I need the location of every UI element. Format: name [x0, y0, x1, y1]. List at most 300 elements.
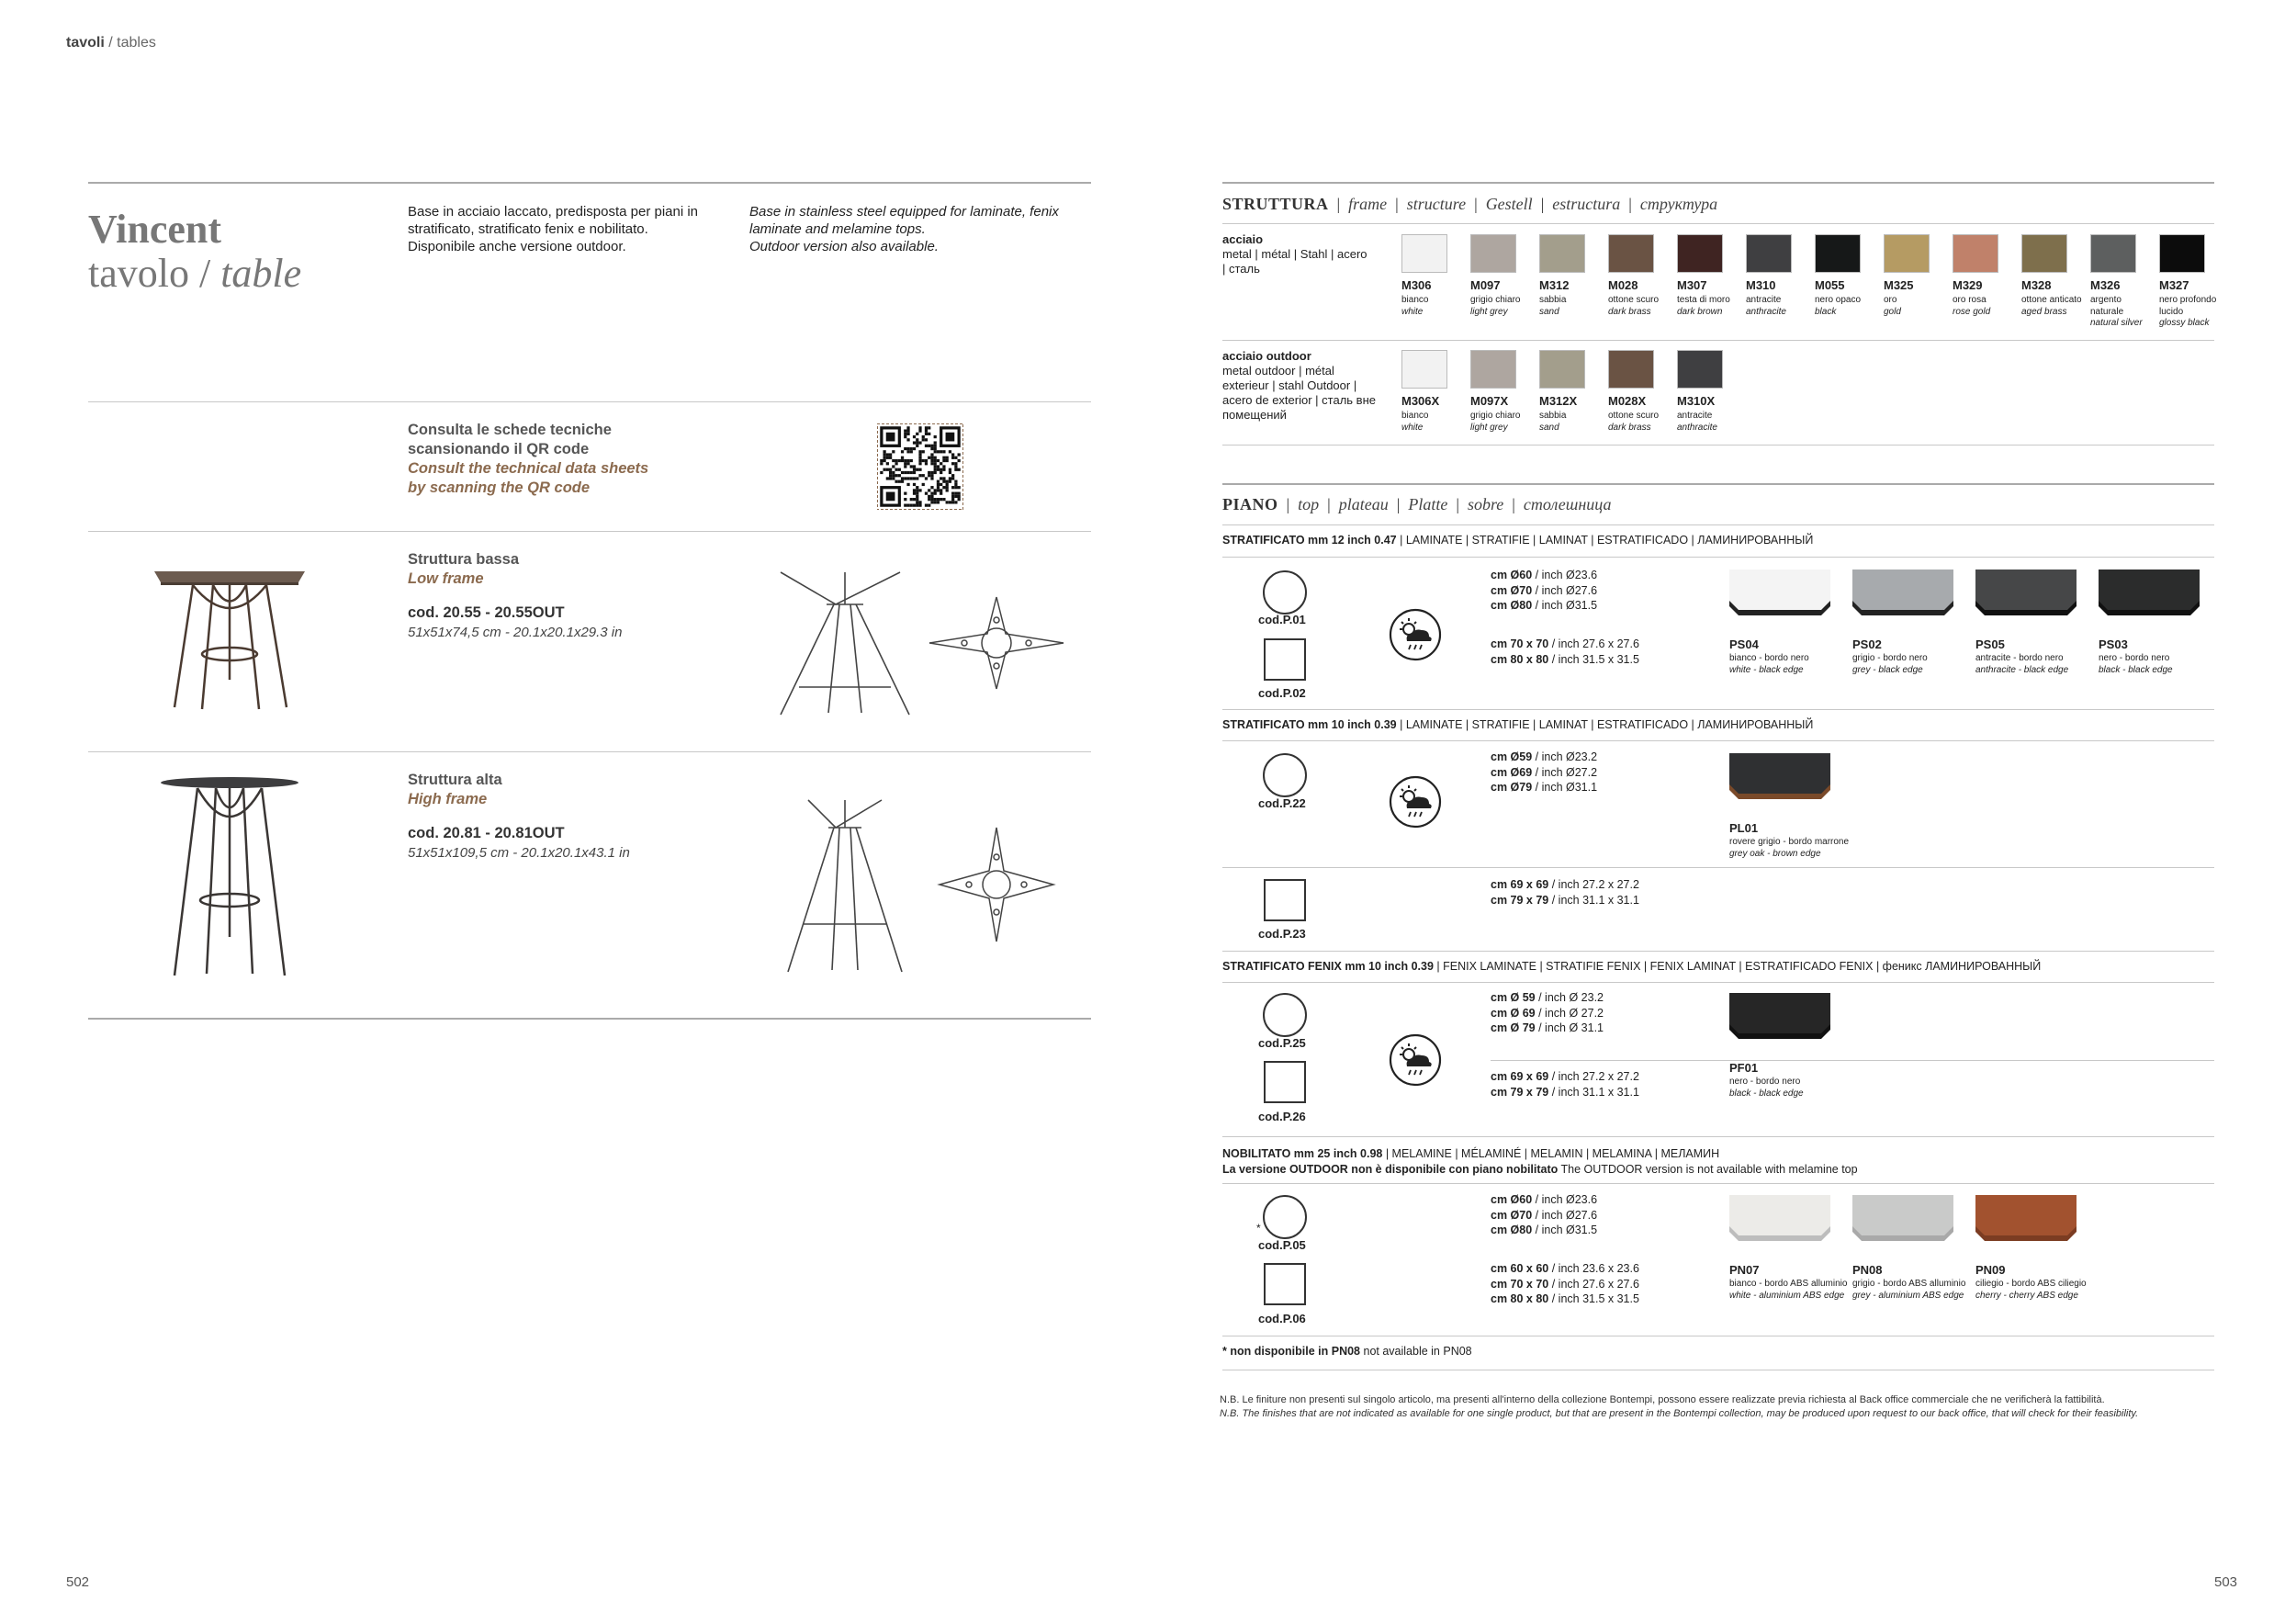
high-frame-name-en: High frame — [408, 791, 488, 807]
color-code: M312X — [1539, 394, 1578, 408]
desc-en-line: Base in stainless steel equipped for laminate, fenix — [749, 204, 1059, 220]
product-name: Vincent — [88, 207, 222, 252]
page-number-right: 503 — [2214, 1574, 2238, 1590]
piano-translation: столешница — [1523, 495, 1612, 513]
color-label-it: grigio chiaro — [1470, 295, 1521, 305]
rule-frames-mid — [88, 751, 1091, 752]
color-label-en: anthracite — [1677, 422, 1717, 433]
rule-s2-end — [1222, 951, 2214, 952]
color-label-en: dark brass — [1608, 306, 1651, 317]
s4-note-bold: La versione OUTDOOR non è disponibile con piano nobilitato — [1222, 1163, 1559, 1176]
color-label-it: ottone scuro — [1608, 411, 1660, 421]
finish-code: PL01 — [1729, 821, 1759, 835]
s1-round-sizes — [1491, 568, 1597, 614]
finish-label-en: grey oak - brown edge — [1729, 848, 1821, 859]
size-cm: cm Ø60 — [1491, 569, 1533, 581]
color-code: M028 — [1608, 278, 1638, 292]
rule-s2 — [1222, 740, 2214, 741]
qr-caption — [408, 421, 648, 498]
finish-code: PF01 — [1729, 1061, 1759, 1075]
size-cm: cm Ø 69 — [1491, 1006, 1536, 1020]
finish-code: PS02 — [1852, 637, 1882, 651]
s3-round-sizes — [1491, 990, 1604, 1036]
size-in: / inch Ø27.6 — [1532, 1208, 1598, 1222]
s3-head-rest: | FENIX LAMINATE | STRATIFIE FENIX | FENIX LAMINAT | ESTRATIFICADO FENIX | феникс ЛАМИНИРОВАННЫЙ — [1433, 960, 2042, 973]
color-code: M310 — [1746, 278, 1776, 292]
acciaio-sub: metal | métal | Stahl | acero — [1222, 247, 1367, 261]
color-code: M312 — [1539, 278, 1570, 292]
size-cm: cm 69 x 69 — [1491, 1070, 1549, 1083]
header-category: tavoli — [66, 35, 105, 51]
piano-translation: top — [1298, 495, 1320, 513]
finish-label-it: rovere grigio - bordo marrone — [1729, 837, 1850, 847]
finish-label-en: grey - black edge — [1852, 664, 1923, 675]
desc-it-line: Base in acciaio laccato, predisposta per piani in — [408, 204, 699, 220]
size-cm: cm 80 x 80 — [1491, 1292, 1549, 1305]
color-label-en: natural silver — [2090, 318, 2143, 328]
finish-label-en: white - aluminium ABS edge — [1729, 1290, 1845, 1301]
rule-frames-bottom — [88, 1018, 1091, 1020]
nb-it: N.B. Le finiture non presenti sul singolo articolo, ma presenti all'interno della collezione Bontempi, possono essere realizzate previa richiesta al Back office commerciale che ne verificherà la fattibilità. — [1220, 1394, 2105, 1405]
finish-label-en: grey - aluminium ABS edge — [1852, 1290, 1964, 1301]
size-cm: cm Ø80 — [1491, 1224, 1533, 1236]
piano-translation: plateau — [1338, 495, 1389, 513]
low-frame-size: 51x51x74,5 cm - 20.1x20.1x29.3 in — [408, 625, 623, 640]
size-in: / inch 31.1 x 31.1 — [1548, 893, 1639, 907]
size-in: / inch Ø23.2 — [1532, 750, 1598, 763]
s4-footnote — [1222, 1345, 1472, 1358]
color-swatch-m310[interactable] — [1746, 234, 1792, 273]
finish-label — [2099, 653, 2227, 676]
color-label — [2090, 295, 2155, 330]
finish-swatch-pf01[interactable] — [1729, 993, 1830, 1039]
rule-s1 — [1222, 557, 2214, 558]
finish-swatch-pl01[interactable] — [1729, 753, 1830, 799]
color-label — [2159, 295, 2223, 330]
s2-head-bold: STRATIFICATO mm 10 inch 0.39 — [1222, 718, 1397, 731]
qr-caption-it: Consulta le schede tecniche — [408, 422, 612, 438]
color-code: M028X — [1608, 394, 1647, 408]
size-in: / inch Ø23.6 — [1532, 1193, 1598, 1206]
finish-label — [1852, 1279, 1981, 1302]
s2-head-rest: | LAMINATE | STRATIFIE | LAMINAT | ESTRATIFICADO | ЛАМИНИРОВАННЫЙ — [1396, 718, 1814, 731]
outdoor-label: acciaio outdoor — [1222, 349, 1311, 363]
running-header — [66, 35, 156, 51]
color-swatch-m325[interactable] — [1884, 234, 1930, 273]
acciaio-label: acciaio — [1222, 232, 1264, 246]
size-cm: cm 70 x 70 — [1491, 1277, 1549, 1291]
finish-label — [1729, 1279, 1858, 1302]
finish-label-it: bianco - bordo ABS alluminio — [1729, 1279, 1848, 1289]
rule-acciaio — [1222, 340, 2214, 341]
size-cm: cm Ø79 — [1491, 781, 1533, 794]
color-label-it: oro rosa — [1953, 295, 1986, 305]
size-in: / inch 23.6 x 23.6 — [1548, 1262, 1639, 1275]
s1-cod-square: cod.P.02 — [1258, 686, 1306, 700]
color-label — [1608, 295, 1672, 318]
color-swatch-m312x[interactable] — [1539, 350, 1585, 389]
outdoor-sub: помещений — [1222, 408, 1287, 422]
rule-s3 — [1222, 982, 2214, 983]
color-label — [1608, 411, 1672, 434]
color-swatch-m326[interactable] — [2090, 234, 2136, 273]
header-category-en: / tables — [108, 35, 156, 51]
color-label-en: light grey — [1470, 306, 1508, 317]
rule-piano-head — [1222, 524, 2214, 525]
color-code: M306X — [1401, 394, 1440, 408]
color-label — [1884, 295, 1948, 318]
piano-title: PIANO — [1222, 495, 1278, 513]
color-swatch-m097x[interactable] — [1470, 350, 1516, 389]
color-label-it: ottone scuro — [1608, 295, 1660, 305]
color-label — [1677, 295, 1741, 318]
finish-label — [1729, 653, 1858, 676]
finish-label-it: bianco - bordo nero — [1729, 653, 1809, 663]
size-cm: cm Ø59 — [1491, 750, 1533, 763]
finish-code: PS05 — [1975, 637, 2005, 651]
size-cm: cm 79 x 79 — [1491, 1085, 1549, 1099]
color-code: M327 — [2159, 278, 2189, 292]
color-label — [1815, 295, 1879, 318]
s4-heading — [1222, 1146, 1858, 1178]
size-in: / inch 27.6 x 27.6 — [1548, 637, 1639, 650]
outdoor-sub: acero de exterior | сталь вне — [1222, 393, 1376, 407]
s3-cod-square: cod.P.26 — [1258, 1110, 1306, 1123]
size-in: / inch Ø 31.1 — [1535, 1021, 1604, 1034]
color-code: M306 — [1401, 278, 1432, 292]
s3-head-bold: STRATIFICATO FENIX mm 10 inch 0.39 — [1222, 960, 1434, 973]
size-in: / inch 27.2 x 27.2 — [1548, 878, 1639, 891]
low-frame-name-en: Low frame — [408, 570, 484, 587]
color-swatch-m329[interactable] — [1953, 234, 1998, 273]
high-frame-info — [408, 771, 630, 863]
piano-translation: sobre — [1467, 495, 1504, 513]
s3-cod-round: cod.P.25 — [1258, 1036, 1306, 1050]
s4-note-rest: The OUTDOOR version is not available with melamine top — [1558, 1163, 1858, 1176]
color-label-it: antracite — [1677, 411, 1713, 421]
s4-cod-square: cod.P.06 — [1258, 1312, 1306, 1325]
color-label-en: dark brown — [1677, 306, 1723, 317]
size-in: / inch Ø 27.2 — [1535, 1006, 1604, 1020]
color-code: M097X — [1470, 394, 1509, 408]
color-label-it: oro — [1884, 295, 1897, 305]
description-en — [749, 203, 1080, 255]
size-cm: cm 80 x 80 — [1491, 652, 1549, 666]
finish-label-en: white - black edge — [1729, 664, 1804, 675]
high-frame-size: 51x51x109,5 cm - 20.1x20.1x43.1 in — [408, 845, 630, 861]
color-label — [1677, 411, 1741, 434]
high-frame-name-it: Struttura alta — [408, 772, 502, 788]
finish-label — [1975, 653, 2104, 676]
color-label — [1401, 295, 1466, 318]
struttura-heading: STRUTTURA | frame | structure | Gestell | estructura | структура — [1222, 195, 1718, 213]
high-frame-photo — [156, 772, 303, 983]
size-in: / inch 27.2 x 27.2 — [1548, 1070, 1639, 1083]
size-in: / inch Ø31.1 — [1532, 781, 1598, 794]
size-in: / inch Ø31.5 — [1532, 1224, 1598, 1236]
finish-label-en: black - black edge — [1729, 1088, 1804, 1099]
rule-s4 — [1222, 1183, 2214, 1184]
color-code: M097 — [1470, 278, 1501, 292]
finish-swatch-pn09[interactable] — [1975, 1195, 2077, 1241]
color-label-it: bianco — [1401, 411, 1429, 421]
color-label — [2021, 295, 2086, 318]
color-swatch-m312[interactable] — [1539, 234, 1585, 273]
color-label — [1401, 411, 1466, 434]
high-frame-top-drawing — [937, 825, 1056, 944]
color-label-en: anthracite — [1746, 306, 1786, 317]
finish-code: PN08 — [1852, 1263, 1883, 1277]
piano-translation: Platte — [1408, 495, 1448, 513]
color-swatch-m310x[interactable] — [1677, 350, 1723, 389]
color-label-en: aged brass — [2021, 306, 2067, 317]
finish-code: PN07 — [1729, 1263, 1760, 1277]
finish-label — [1729, 837, 1858, 860]
color-label-en: dark brass — [1608, 422, 1651, 433]
size-cm: cm Ø 79 — [1491, 1021, 1536, 1034]
s4-cod-round: cod.P.05 — [1258, 1238, 1306, 1252]
desc-en-line: Outdoor version also available. — [749, 239, 939, 254]
rule-qr-top — [88, 401, 1091, 402]
outdoor-weather-icon — [1389, 775, 1442, 829]
size-in: / inch 31.5 x 31.5 — [1548, 1292, 1639, 1305]
description-it — [408, 203, 720, 255]
color-label-en: black — [1815, 306, 1837, 317]
color-label-en: glossy black — [2159, 318, 2210, 328]
rule-top-left — [88, 182, 1091, 184]
acciaio-sub: | сталь — [1222, 262, 1260, 276]
color-label-it: nero profondo lucido — [2159, 295, 2217, 317]
color-label-en: gold — [1884, 306, 1901, 317]
size-in: / inch 31.5 x 31.5 — [1548, 652, 1639, 666]
finish-swatch-pn08[interactable] — [1852, 1195, 1953, 1241]
low-frame-info — [408, 550, 622, 642]
finish-label-it: grigio - bordo ABS alluminio — [1852, 1279, 1966, 1289]
outdoor-label-block — [1222, 349, 1392, 423]
outdoor-weather-icon — [1389, 608, 1442, 661]
color-swatch-m028x[interactable] — [1608, 350, 1654, 389]
color-label-it: sabbia — [1539, 411, 1567, 421]
round-top-icon — [1263, 570, 1307, 615]
s3-square-sizes — [1491, 1069, 1639, 1100]
color-label-it: nero opaco — [1815, 295, 1862, 305]
size-cm: cm Ø60 — [1491, 1193, 1533, 1206]
s2-cod-round: cod.P.22 — [1258, 796, 1306, 810]
low-frame-side-drawing — [771, 568, 918, 719]
size-cm: cm Ø70 — [1491, 583, 1533, 597]
size-cm: cm 60 x 60 — [1491, 1262, 1549, 1275]
struttura-translation: структура — [1639, 195, 1718, 213]
finish-label-en: cherry - cherry ABS edge — [1975, 1290, 2078, 1301]
size-cm: cm Ø80 — [1491, 599, 1533, 612]
square-top-icon — [1264, 638, 1306, 681]
square-top-icon — [1264, 1263, 1306, 1305]
color-code: M325 — [1884, 278, 1914, 292]
size-in: / inch Ø31.5 — [1532, 599, 1598, 612]
finish-swatch-ps04[interactable] — [1729, 570, 1830, 615]
color-label — [1539, 411, 1604, 434]
size-cm: cm 69 x 69 — [1491, 878, 1549, 891]
round-top-icon — [1263, 753, 1307, 797]
nb-en: N.B. The finishes that are not indicated as available for one single product, but that are present in the Bontempi collection, may be produced upon request to our back office, that will check for their feasibility. — [1220, 1408, 2139, 1419]
square-top-icon — [1264, 1061, 1306, 1103]
color-label-en: sand — [1539, 306, 1559, 317]
piano-heading: PIANO | top | plateau | Platte | sobre | столешница — [1222, 495, 1612, 513]
color-label-it: testa di moro — [1677, 295, 1730, 305]
size-in: / inch Ø23.6 — [1532, 569, 1598, 581]
color-code: M328 — [2021, 278, 2052, 292]
size-in: / inch Ø 23.2 — [1535, 991, 1604, 1004]
desc-it-line: Disponibile anche versione outdoor. — [408, 239, 626, 254]
finish-swatch-ps03[interactable] — [2099, 570, 2200, 615]
low-frame-code: cod. 20.55 - 20.55OUT — [408, 604, 565, 621]
color-code: M055 — [1815, 278, 1845, 292]
round-top-icon — [1263, 1195, 1307, 1239]
color-label-en: white — [1401, 422, 1424, 433]
color-label-it: argento naturale — [2090, 295, 2124, 317]
rule-top-right — [1222, 182, 2214, 184]
finish-label-it: grigio - bordo nero — [1852, 653, 1928, 663]
s4-asterisk: * — [1256, 1222, 1261, 1235]
color-swatch-m328[interactable] — [2021, 234, 2067, 273]
finish-label-en: black - black edge — [2099, 664, 2173, 675]
size-in: / inch 27.6 x 27.6 — [1548, 1277, 1639, 1291]
finish-label-it: antracite - bordo nero — [1975, 653, 2064, 663]
color-swatch-m055[interactable] — [1815, 234, 1861, 273]
s1-head-bold: STRATIFICATO mm 12 inch 0.47 — [1222, 534, 1397, 547]
color-code: M307 — [1677, 278, 1707, 292]
finish-label — [1852, 653, 1981, 676]
finish-swatch-ps05[interactable] — [1975, 570, 2077, 615]
color-label — [1746, 295, 1810, 318]
size-in: / inch 31.1 x 31.1 — [1548, 1085, 1639, 1099]
s1-square-sizes — [1491, 637, 1639, 667]
size-cm: cm Ø 59 — [1491, 991, 1536, 1004]
s4-square-sizes — [1491, 1261, 1639, 1307]
acciaio-label-block — [1222, 232, 1392, 276]
finish-label — [1729, 1077, 1858, 1100]
s4-head-rest: | MELAMINE | MÉLAMINÉ | MELAMIN | MELAMINA | МЕЛАМИН — [1382, 1147, 1720, 1160]
s4-head-bold: NOBILITATO mm 25 inch 0.98 — [1222, 1147, 1383, 1160]
s1-cod-round: cod.P.01 — [1258, 613, 1306, 626]
size-cm: cm Ø69 — [1491, 765, 1533, 779]
finish-label-it: nero - bordo nero — [1729, 1077, 1801, 1087]
outdoor-sub: exterieur | stahl Outdoor | — [1222, 378, 1357, 392]
color-code: M329 — [1953, 278, 1983, 292]
rule-s3-mid — [1491, 1060, 2214, 1061]
rule-s3-end — [1222, 1136, 2214, 1137]
struttura-translation: estructura — [1552, 195, 1621, 213]
rule-struttura-head — [1222, 223, 2214, 224]
color-code: M326 — [2090, 278, 2121, 292]
finish-code: PS03 — [2099, 637, 2128, 651]
low-frame-top-drawing — [928, 592, 1065, 694]
size-cm: cm 70 x 70 — [1491, 637, 1549, 650]
color-swatch-m327[interactable] — [2159, 234, 2205, 273]
color-label — [1539, 295, 1604, 318]
finish-code: PS04 — [1729, 637, 1759, 651]
struttura-translation: frame — [1348, 195, 1388, 213]
finish-label-it: ciliegio - bordo ABS ciliegio — [1975, 1279, 2087, 1289]
rule-s1-end — [1222, 709, 2214, 710]
size-in: / inch Ø27.6 — [1532, 583, 1598, 597]
color-label-en: sand — [1539, 422, 1559, 433]
color-code: M310X — [1677, 394, 1716, 408]
square-top-icon — [1264, 879, 1306, 921]
s1-heading — [1222, 534, 1813, 547]
rule-frames-top — [88, 531, 1091, 532]
color-label — [1470, 411, 1535, 434]
qr-caption-en: by scanning the QR code — [408, 479, 591, 496]
finish-swatch-pn07[interactable] — [1729, 1195, 1830, 1241]
footnote-rest: not available in PN08 — [1360, 1345, 1472, 1358]
low-frame-name-it: Struttura bassa — [408, 551, 520, 568]
s2-square-sizes — [1491, 877, 1639, 908]
size-in: / inch Ø27.2 — [1532, 765, 1598, 779]
color-label-en: light grey — [1470, 422, 1508, 433]
product-type — [88, 250, 301, 297]
color-label-en: rose gold — [1953, 306, 1991, 317]
color-swatch-m306x[interactable] — [1401, 350, 1447, 389]
qr-caption-it: scansionando il QR code — [408, 441, 590, 457]
rule-piano-top — [1222, 483, 2214, 485]
finish-label — [1975, 1279, 2104, 1302]
round-top-icon — [1263, 993, 1307, 1037]
color-label — [1953, 295, 2017, 318]
color-label-it: antracite — [1746, 295, 1782, 305]
rule-s2-mid — [1222, 867, 2214, 868]
struttura-translation: Gestell — [1485, 195, 1533, 213]
s1-head-rest: | LAMINATE | STRATIFIE | LAMINAT | ESTRATIFICADO | ЛАМИНИРОВАННЫЙ — [1396, 534, 1814, 547]
color-swatch-m307[interactable] — [1677, 234, 1723, 273]
high-frame-code: cod. 20.81 - 20.81OUT — [408, 825, 565, 841]
qr-code[interactable] — [877, 423, 963, 510]
color-label-it: ottone anticato — [2021, 295, 2082, 305]
size-cm: cm Ø70 — [1491, 1208, 1533, 1222]
s4-round-sizes — [1491, 1192, 1597, 1238]
s3-heading — [1222, 960, 2041, 973]
low-frame-photo — [147, 562, 312, 718]
finish-code: PN09 — [1975, 1263, 2006, 1277]
size-cm: cm 79 x 79 — [1491, 893, 1549, 907]
qr-caption-en: Consult the technical data sheets — [408, 460, 649, 477]
finish-swatch-ps02[interactable] — [1852, 570, 1953, 615]
s2-round-sizes — [1491, 750, 1597, 795]
color-label-en: white — [1401, 306, 1424, 317]
color-swatch-m306[interactable] — [1401, 234, 1447, 273]
struttura-title: STRUTTURA — [1222, 195, 1329, 213]
finish-label-it: nero - bordo nero — [2099, 653, 2170, 663]
desc-en-line: laminate and melamine tops. — [749, 221, 926, 237]
color-label-it: sabbia — [1539, 295, 1567, 305]
outdoor-weather-icon — [1389, 1033, 1442, 1087]
desc-it-line: stratificato, stratificato fenix e nobilitato. — [408, 221, 648, 237]
product-type-en: table — [220, 251, 302, 296]
product-type-it: tavolo / — [88, 251, 211, 296]
color-label-it: bianco — [1401, 295, 1429, 305]
struttura-translation: structure — [1406, 195, 1467, 213]
color-label — [1470, 295, 1535, 318]
nb-note — [1220, 1393, 2230, 1421]
finish-label-en: anthracite - black edge — [1975, 664, 2069, 675]
s2-heading — [1222, 718, 1813, 731]
color-swatch-m028[interactable] — [1608, 234, 1654, 273]
color-label-it: grigio chiaro — [1470, 411, 1521, 421]
outdoor-sub: metal outdoor | métal — [1222, 364, 1334, 378]
footnote-bold: * non disponibile in PN08 — [1222, 1345, 1361, 1358]
color-swatch-m097[interactable] — [1470, 234, 1516, 273]
page-number-left: 502 — [66, 1574, 90, 1590]
